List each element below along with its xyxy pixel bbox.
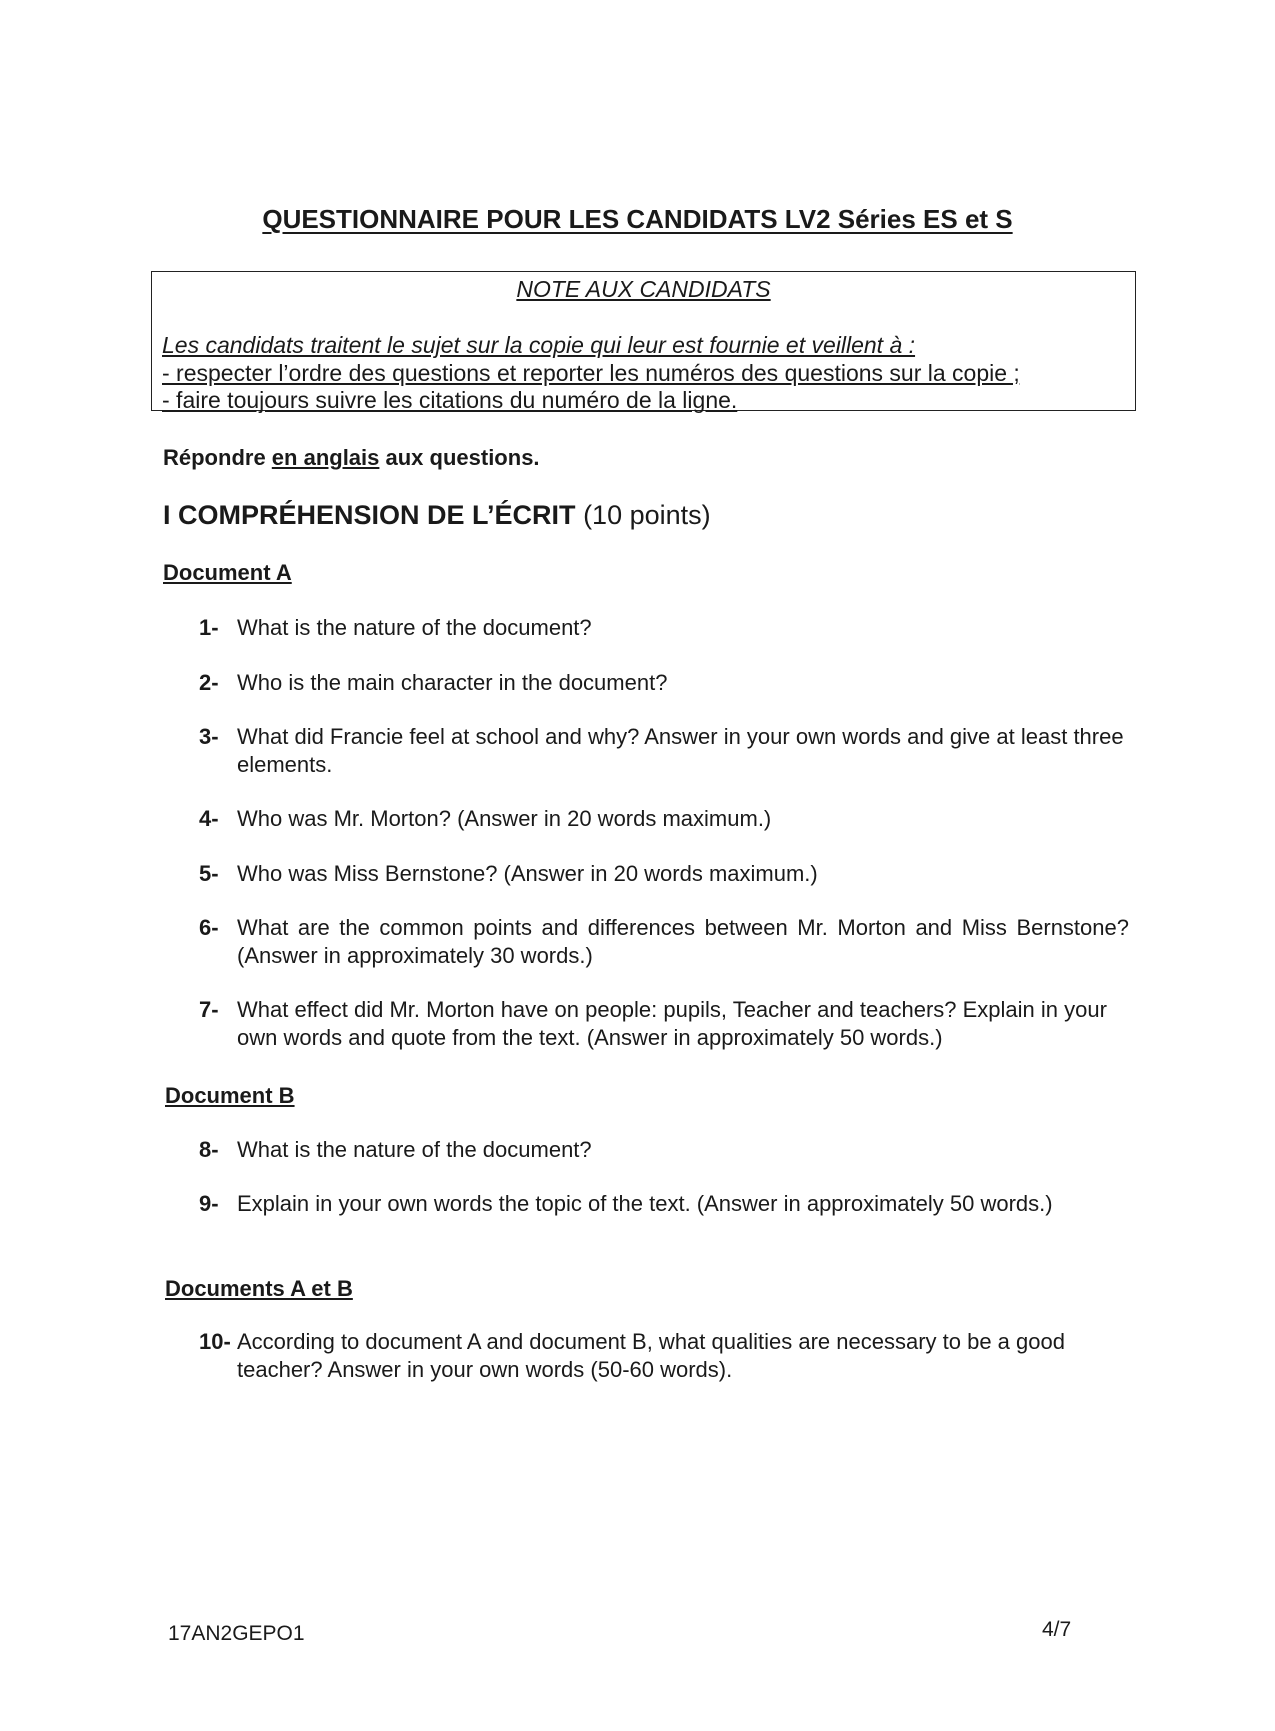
question-number: 9-	[199, 1191, 219, 1216]
page-title: QUESTIONNAIRE POUR LES CANDIDATS LV2 Séries ES et S	[262, 204, 1013, 234]
question-text: According to document A and document B, what qualities are necessary to be a good teacher? Answer in your own words (50-60 words).	[237, 1329, 1065, 1382]
question-item	[199, 1136, 1129, 1164]
question-text: What effect did Mr. Morton have on people: pupils, Teacher and teachers? Explain in your own words and quote from the text. (Answer in approximately 50 words.)	[237, 997, 1107, 1050]
question-text: What is the nature of the document?	[237, 1137, 592, 1162]
document-heading: Document A	[163, 560, 292, 585]
question-text: What did Francie feel at school and why? Answer in your own words and give at least three elements.	[237, 724, 1124, 777]
question-number: 2-	[199, 670, 219, 695]
note-line: Les candidats traitent le sujet sur la copie qui leur est fournie et veillent à :	[162, 332, 916, 358]
question-number: 3-	[199, 724, 219, 749]
note-box	[151, 271, 1136, 411]
question-item	[199, 1328, 1129, 1384]
question-item	[199, 1190, 1129, 1218]
instruction-text: Répondre	[163, 445, 272, 470]
question-number: 8-	[199, 1137, 219, 1162]
question-text: What are the common points and differences between Mr. Morton and Miss Bernstone? (Answer in approximately 30 words.)	[237, 915, 1129, 968]
question-item	[199, 669, 1129, 697]
question-text: Explain in your own words the topic of the text. (Answer in approximately 50 words.)	[237, 1191, 1053, 1216]
question-item	[199, 805, 1129, 833]
question-number: 4-	[199, 806, 219, 831]
question-number: 1-	[199, 615, 219, 640]
question-item	[199, 723, 1129, 779]
instruction-language: en anglais	[271, 445, 380, 470]
question-number: 6-	[199, 915, 219, 940]
question-number: 7-	[199, 997, 219, 1022]
document-heading: Documents A et B	[165, 1276, 353, 1301]
note-title: NOTE AUX CANDIDATS	[516, 276, 771, 302]
note-line: - faire toujours suivre les citations du numéro de la ligne.	[162, 387, 738, 413]
question-item	[199, 996, 1129, 1052]
document-heading: Document B	[165, 1083, 295, 1108]
page-number: 4/7	[1042, 1618, 1072, 1641]
question-text: Who was Mr. Morton? (Answer in 20 words maximum.)	[237, 806, 772, 831]
question-text: What is the nature of the document?	[237, 615, 592, 640]
question-item	[199, 614, 1129, 642]
note-line: - respecter l’ordre des questions et reporter les numéros des questions sur la copie ;	[162, 360, 1020, 386]
question-text: Who is the main character in the document?	[237, 670, 668, 695]
question-number: 5-	[199, 861, 219, 886]
section-name: I COMPRÉHENSION DE L’ÉCRIT	[163, 500, 576, 530]
footer-code: 17AN2GEPO1	[168, 1622, 305, 1645]
answer-instruction	[163, 445, 540, 471]
question-text: Who was Miss Bernstone? (Answer in 20 words maximum.)	[237, 861, 818, 886]
instruction-text: aux questions.	[379, 445, 540, 470]
question-item	[199, 914, 1129, 970]
section-points: (10 points)	[583, 500, 711, 530]
section-title	[163, 500, 711, 531]
question-number: 10-	[199, 1329, 231, 1354]
question-item	[199, 860, 1129, 888]
